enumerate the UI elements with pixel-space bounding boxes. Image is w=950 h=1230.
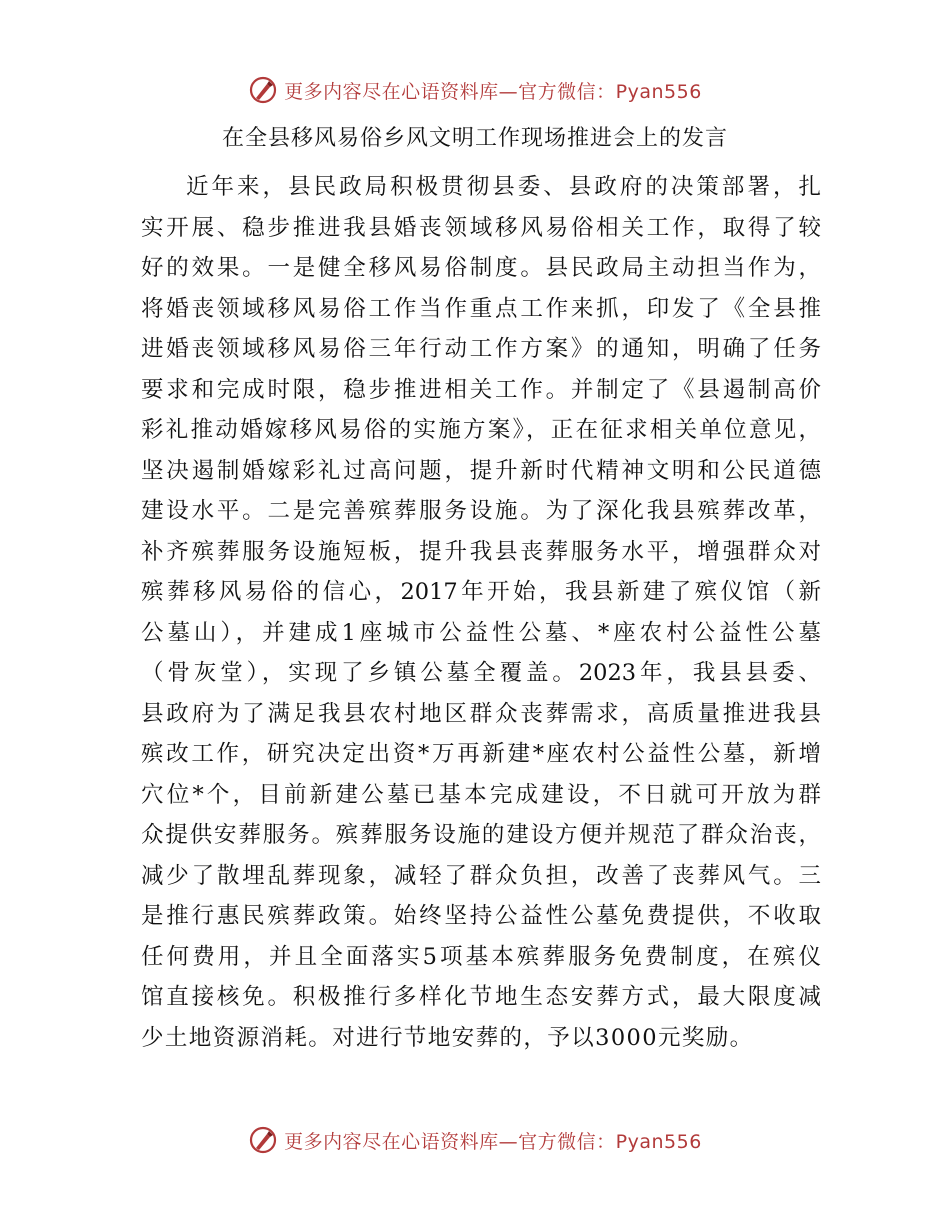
body-line: 要求和完成时限，稳步推进相关工作。并制定了《县遏制高价 <box>141 376 821 403</box>
body-line: 殡葬移风易俗的信心，2017年开始，我县新建了殡仪馆（新 <box>141 579 821 605</box>
body-line: （骨灰堂），实现了乡镇公墓全覆盖。2023年，我县县委、 <box>141 660 821 686</box>
pen-logo-icon <box>248 75 278 105</box>
body-line: 进婚丧领域移风易俗三年行动工作方案》的通知，明确了任务 <box>141 336 821 362</box>
body-line: 补齐殡葬服务设施短板，提升我县丧葬服务水平，增强群众对 <box>141 538 821 565</box>
body-line: 建设水平。二是完善殡葬服务设施。为了深化我县殡葬改革， <box>141 498 821 524</box>
document-title: 在全县移风易俗乡风文明工作现场推进会上的发言 <box>221 126 728 151</box>
body-line: 馆直接核免。积极推行多样化节地生态安葬方式，最大限度减 <box>141 984 821 1010</box>
body-line: 是推行惠民殡葬政策。始终坚持公益性公墓免费提供，不收取 <box>141 903 821 929</box>
body-line: 少土地资源消耗。对进行节地安葬的，予以3000元奖励。 <box>141 1024 754 1051</box>
body-line: 好的效果。一是健全移风易俗制度。县民政局主动担当作为， <box>141 255 821 281</box>
body-line: 坚决遏制婚嫁彩礼过高问题，提升新时代精神文明和公民道德 <box>141 457 821 484</box>
body-line: 近年来，县民政局积极贯彻县委、县政府的决策部署，扎 <box>186 174 821 200</box>
body-line: 减少了散埋乱葬现象，减轻了群众负担，改善了丧葬风气。三 <box>141 862 821 889</box>
body-line: 公墓山），并建成1座城市公益性公墓、*座农村公益性公墓 <box>141 619 821 646</box>
body-line: 实开展、稳步推进我县婚丧领域移风易俗相关工作，取得了较 <box>141 214 821 241</box>
footer-banner <box>0 1120 950 1160</box>
body-line: 县政府为了满足我县农村地区群众丧葬需求，高质量推进我县 <box>141 700 821 727</box>
body-line: 彩礼推动婚嫁移风易俗的实施方案》，正在征求相关单位意见， <box>141 417 821 443</box>
header-banner-text: 更多内容尽在心语资料库—官方微信：Pyan556 <box>284 80 702 103</box>
header-banner <box>0 70 950 110</box>
pen-logo-icon <box>248 1125 278 1155</box>
body-line: 穴位*个，目前新建公墓已基本完成建设，不日就可开放为群 <box>141 781 821 808</box>
body-line: 将婚丧领域移风易俗工作当作重点工作来抓，印发了《全县推 <box>141 295 821 322</box>
body-line: 任何费用，并且全面落实5项基本殡葬服务免费制度，在殡仪 <box>141 943 821 970</box>
document-body <box>141 167 821 1058</box>
body-line: 众提供安葬服务。殡葬服务设施的建设方便并规范了群众治丧， <box>141 822 821 848</box>
footer-banner-text: 更多内容尽在心语资料库—官方微信：Pyan556 <box>284 1130 702 1153</box>
body-line: 殡改工作，研究决定出资*万再新建*座农村公益性公墓，新增 <box>141 741 821 767</box>
